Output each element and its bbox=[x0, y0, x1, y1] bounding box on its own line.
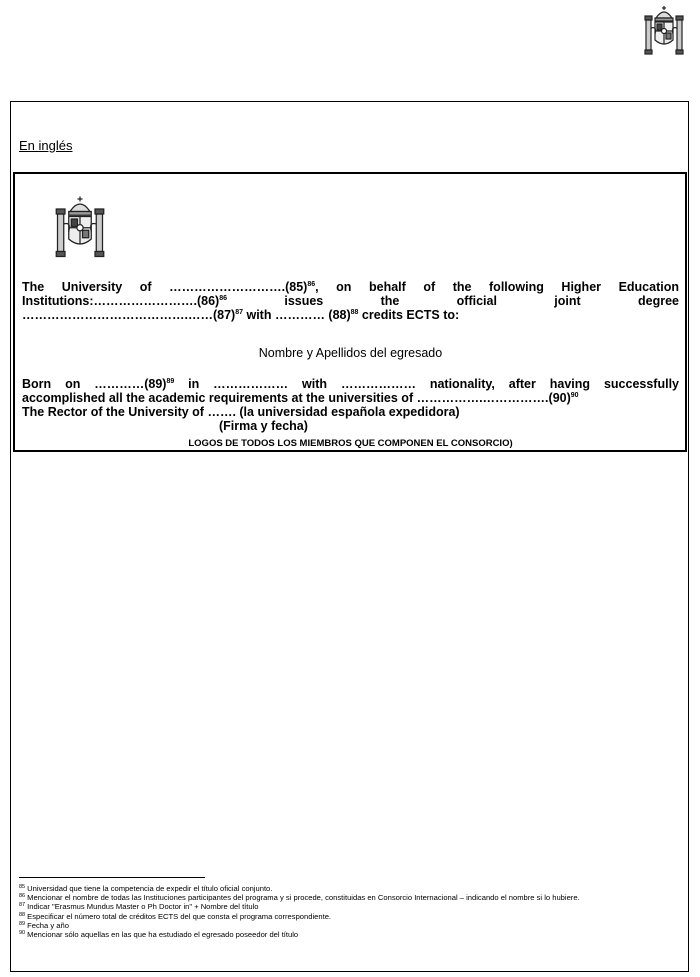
coat-of-arms-logo-header bbox=[643, 4, 685, 60]
footnote-87: $^{87}$ Indicar "Erasmus Mundus Master o Ph Doctor in" + Nombre del título bbox=[19, 902, 259, 912]
footnote-88: $^{88}$ Especificar el número total de créditos ECTS del que consta el programa correspondiente. bbox=[19, 911, 332, 921]
logos-note: LOGOS DE TODOS LOS MIEMBROS QUE COMPONEN EL CONSORCIO) bbox=[188, 438, 513, 449]
footnote-85: $^{85}$ Universidad que tiene la competencia de expedir el título oficial conjunto. bbox=[19, 884, 273, 893]
section-heading: En inglés bbox=[19, 138, 73, 153]
signature-line: (Firma y fecha) bbox=[219, 419, 308, 433]
graduate-name-placeholder: Nombre y Apellidos del egresado bbox=[258, 346, 443, 360]
diploma-line-6: accomplished all the academic requirements at the universities of $\dots\dots\dots\dots\dots.\dots\dots\dots\dots\dots.(90)^{90}$ bbox=[22, 391, 579, 405]
diploma-line-1: The University of $\dots\dots\dots\dots\dots\dots\dots\dots\dots.(85)^{86}$, on behalf of the following Higher Education bbox=[22, 280, 679, 294]
diploma-line-3: $\dots\dots\dots\dots\dots\dots\dots\dots\dots\dots\dots\dots\dots.\dots\dots(87)^{87}$ with ………… $(88)^{88}$ credits ECTS to: bbox=[22, 308, 460, 322]
coat-of-arms-logo-diploma bbox=[49, 194, 111, 264]
footnote-separator bbox=[19, 877, 205, 878]
footnote-86: $^{86}$ Mencionar el nombre de todas las Instituciones participantes del programa y si procede, constituidas en Consorcio Internacional – indicando el nombre si lo hubiere. bbox=[19, 893, 580, 903]
footnotes bbox=[19, 884, 679, 939]
footnote-89: $^{89}$ Fecha y año bbox=[19, 920, 69, 930]
diploma-box bbox=[13, 172, 687, 452]
diploma-line-5: Born on $\dots\dots\dots\dots(89)^{89}$ in ……………… with ……………… nationality, after having successfully bbox=[22, 377, 679, 391]
footnote-90: $^{90}$ Mencionar sólo aquellas en las que ha estudiado el egresado poseedor del título bbox=[19, 930, 299, 940]
diploma-line-2: $Institutions:\dots\dots\dots\dots\dots\dots\dots\dots.(86)^{86}$ issues the official joint degree bbox=[22, 294, 680, 308]
rector-line: The Rector of the University of ……. (la universidad española expedidora) bbox=[22, 405, 460, 419]
